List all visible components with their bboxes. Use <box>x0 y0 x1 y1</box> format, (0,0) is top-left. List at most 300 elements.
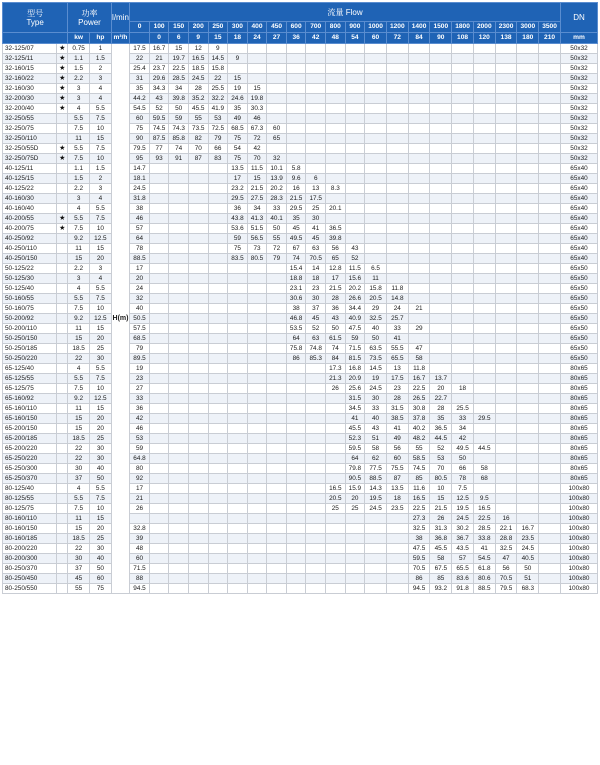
head-value <box>495 104 517 114</box>
head-value <box>208 454 228 464</box>
table-row <box>3 274 598 284</box>
head-value <box>386 534 408 544</box>
head-value <box>149 574 169 584</box>
head-value: 24.5 <box>365 504 387 514</box>
dn-cell: 80x65 <box>560 464 597 474</box>
hp-cell: 50 <box>90 474 112 484</box>
head-value: 25.6 <box>345 384 365 394</box>
table-row <box>3 484 598 494</box>
head-value: 21.5 <box>326 284 346 294</box>
head-value <box>452 274 474 284</box>
kw-cell: 37 <box>68 564 90 574</box>
head-value <box>517 144 539 154</box>
head-value: 25.7 <box>386 314 408 324</box>
head-value <box>306 114 326 124</box>
head-value <box>286 154 306 164</box>
star-mark <box>57 574 68 584</box>
head-value: 24 <box>386 304 408 314</box>
head-value: 61.8 <box>473 564 495 574</box>
head-value: 60 <box>386 454 408 464</box>
head-value: 78 <box>452 474 474 484</box>
head-value <box>495 214 517 224</box>
table-row <box>3 184 598 194</box>
head-value <box>208 274 228 284</box>
head-value <box>228 274 248 284</box>
head-value <box>452 364 474 374</box>
head-value: 55.5 <box>386 344 408 354</box>
head-value <box>208 374 228 384</box>
kw-cell: 7.5 <box>68 504 90 514</box>
head-value <box>386 134 408 144</box>
head-value: 32.5 <box>365 314 387 324</box>
head-value: 93.2 <box>430 584 452 594</box>
head-value <box>430 124 452 134</box>
header-row-1 <box>3 3 598 22</box>
head-value: 43 <box>365 424 387 434</box>
kw-cell: 15 <box>68 414 90 424</box>
hp-cell: 7.5 <box>90 374 112 384</box>
dn-cell: 65x40 <box>560 234 597 244</box>
head-value: 80.5 <box>430 474 452 484</box>
head-value <box>267 574 287 584</box>
head-value <box>473 434 495 444</box>
head-value <box>169 574 189 584</box>
table-row <box>3 344 598 354</box>
head-value <box>539 544 561 554</box>
type-cell: 65-250/370 <box>3 474 57 484</box>
type-cell: 50-250/150 <box>3 334 57 344</box>
type-cell: 65-160/150 <box>3 414 57 424</box>
head-value: 34 <box>169 84 189 94</box>
head-value: 15 <box>247 84 267 94</box>
head-value <box>473 364 495 374</box>
star-mark <box>57 264 68 274</box>
head-value: 60 <box>130 554 150 564</box>
head-value <box>452 334 474 344</box>
dn-cell: 65x40 <box>560 254 597 264</box>
head-value <box>473 144 495 154</box>
head-value <box>306 474 326 484</box>
head-value: 9 <box>228 54 248 64</box>
head-value <box>326 524 346 534</box>
head-value: 59 <box>169 114 189 124</box>
hp-cell: 15 <box>90 244 112 254</box>
head-value <box>539 104 561 114</box>
head-value <box>386 234 408 244</box>
head-value <box>539 524 561 534</box>
head-value <box>228 304 248 314</box>
head-value <box>326 544 346 554</box>
dn-cell: 100x80 <box>560 484 597 494</box>
type-cell: 65-160/110 <box>3 404 57 414</box>
head-value: 53.5 <box>286 324 306 334</box>
head-value <box>208 284 228 294</box>
head-value <box>267 294 287 304</box>
head-value: 12.5 <box>452 494 474 504</box>
lmin-value: 150 <box>169 22 189 33</box>
head-value <box>306 54 326 64</box>
pump-performance-table <box>2 2 598 594</box>
table-row <box>3 264 598 274</box>
head-value: 46 <box>247 114 267 124</box>
head-value: 24.5 <box>452 514 474 524</box>
head-value: 53 <box>430 454 452 464</box>
head-value: 37.8 <box>408 414 430 424</box>
head-value: 16.7 <box>408 374 430 384</box>
head-value <box>408 174 430 184</box>
lmin-value: 2300 <box>495 22 517 33</box>
table-row <box>3 514 598 524</box>
star-mark <box>57 414 68 424</box>
head-value <box>286 524 306 534</box>
head-value <box>430 344 452 354</box>
head-value: 40 <box>365 414 387 424</box>
head-value <box>473 344 495 354</box>
head-value <box>452 354 474 364</box>
head-value <box>326 474 346 484</box>
head-value <box>326 194 346 204</box>
head-value <box>326 574 346 584</box>
head-value <box>306 374 326 384</box>
head-value: 30.6 <box>286 294 306 304</box>
head-value: 16.7 <box>149 44 169 54</box>
head-value <box>408 244 430 254</box>
head-value <box>430 284 452 294</box>
head-value: 80.6 <box>473 574 495 584</box>
head-value <box>539 444 561 454</box>
head-value: 73 <box>247 244 267 254</box>
head-value <box>495 244 517 254</box>
head-value <box>408 144 430 154</box>
dn-cell: 65x50 <box>560 304 597 314</box>
head-value: 24.5 <box>517 544 539 554</box>
head-value <box>517 244 539 254</box>
head-value <box>430 214 452 224</box>
head-value: 17.3 <box>326 364 346 374</box>
head-value: 31.5 <box>345 394 365 404</box>
head-value: 73.5 <box>188 124 208 134</box>
head-value: 35 <box>130 84 150 94</box>
head-value <box>495 274 517 284</box>
head-value <box>365 64 387 74</box>
head-value <box>247 54 267 64</box>
head-value <box>430 164 452 174</box>
head-value <box>306 514 326 524</box>
head-value <box>539 264 561 274</box>
head-value <box>247 544 267 554</box>
head-value <box>495 474 517 484</box>
head-value <box>386 184 408 194</box>
head-value: 23.2 <box>228 184 248 194</box>
head-value <box>188 584 208 594</box>
head-value: 14.5 <box>208 54 228 64</box>
head-value <box>345 174 365 184</box>
head-value <box>149 324 169 334</box>
head-value <box>149 344 169 354</box>
head-value: 74.5 <box>149 124 169 134</box>
head-value: 13 <box>306 184 326 194</box>
head-value: 54.5 <box>473 554 495 564</box>
table-row <box>3 144 598 154</box>
head-value <box>517 214 539 224</box>
head-value: 56.5 <box>247 234 267 244</box>
head-value <box>539 564 561 574</box>
kw-cell: 9.2 <box>68 234 90 244</box>
head-value: 9.5 <box>473 494 495 504</box>
head-value: 31.5 <box>386 404 408 414</box>
head-value: 61.5 <box>326 334 346 344</box>
dn-cell: 65x50 <box>560 324 597 334</box>
head-value <box>228 384 248 394</box>
head-value <box>473 274 495 284</box>
head-value <box>149 224 169 234</box>
head-value <box>539 414 561 424</box>
head-value <box>247 354 267 364</box>
head-value <box>306 464 326 474</box>
head-value <box>517 514 539 524</box>
head-value <box>286 474 306 484</box>
star-mark <box>57 384 68 394</box>
hp-cell: 1.5 <box>90 164 112 174</box>
head-value <box>430 104 452 114</box>
head-value <box>345 564 365 574</box>
head-value: 70.5 <box>495 574 517 584</box>
head-value <box>169 414 189 424</box>
head-value: 7.5 <box>452 484 474 494</box>
hp-cell: 7.5 <box>90 114 112 124</box>
head-value <box>517 424 539 434</box>
kw-cell: 11 <box>68 514 90 524</box>
head-value <box>169 334 189 344</box>
head-value: 8.3 <box>326 184 346 194</box>
head-value <box>208 394 228 404</box>
head-value <box>286 384 306 394</box>
head-value <box>430 204 452 214</box>
head-value: 32.5 <box>408 524 430 534</box>
head-value <box>539 144 561 154</box>
type-cell: 32-250/55D <box>3 144 57 154</box>
head-value <box>169 254 189 264</box>
head-value <box>345 514 365 524</box>
head-value <box>517 444 539 454</box>
head-value <box>188 554 208 564</box>
m3h-value: 180 <box>517 33 539 44</box>
head-value: 30.2 <box>452 524 474 534</box>
head-value <box>386 114 408 124</box>
star-mark <box>57 114 68 124</box>
head-value <box>169 554 189 564</box>
head-value <box>247 264 267 274</box>
head-value <box>208 184 228 194</box>
head-value: 26 <box>326 384 346 394</box>
head-value <box>473 394 495 404</box>
head-value: 37 <box>306 304 326 314</box>
hp-cell: 20 <box>90 254 112 264</box>
head-value: 71.5 <box>345 344 365 354</box>
lmin-header: l/min <box>111 3 129 33</box>
head-value <box>495 54 517 64</box>
head-value: 36.8 <box>430 534 452 544</box>
dn-cell: 65x40 <box>560 164 597 174</box>
m3h-value: 60 <box>365 33 387 44</box>
head-value <box>473 334 495 344</box>
head-value <box>149 444 169 454</box>
head-value: 42 <box>452 434 474 444</box>
head-value: 79 <box>267 254 287 264</box>
head-value <box>495 224 517 234</box>
head-value: 20.2 <box>345 284 365 294</box>
head-value: 16 <box>495 514 517 524</box>
kw-cell: 1.5 <box>68 64 90 74</box>
head-value <box>452 134 474 144</box>
head-value: 20.9 <box>345 374 365 384</box>
head-value <box>517 74 539 84</box>
head-value <box>267 404 287 414</box>
lmin-value: 450 <box>267 22 287 33</box>
head-value <box>539 84 561 94</box>
head-value <box>149 254 169 264</box>
lmin-value: 1400 <box>408 22 430 33</box>
head-value <box>306 574 326 584</box>
table-row <box>3 224 598 234</box>
head-value <box>267 364 287 374</box>
kw-cell: 4 <box>68 204 90 214</box>
star-mark: ★ <box>57 224 68 234</box>
head-value: 21.5 <box>430 504 452 514</box>
head-value <box>326 534 346 544</box>
head-value: 74.3 <box>169 124 189 134</box>
head-value <box>365 524 387 534</box>
head-value <box>169 294 189 304</box>
hp-cell: 7.5 <box>90 214 112 224</box>
head-value: 44.2 <box>130 94 150 104</box>
type-cell: 50-200/110 <box>3 324 57 334</box>
head-value: 58 <box>430 554 452 564</box>
head-value <box>452 144 474 154</box>
hp-cell: 15 <box>90 404 112 414</box>
head-value <box>149 504 169 514</box>
head-value <box>345 64 365 74</box>
head-value: 22 <box>208 74 228 84</box>
dn-cell: 50x32 <box>560 104 597 114</box>
head-value <box>386 274 408 284</box>
head-value <box>495 424 517 434</box>
table-row <box>3 374 598 384</box>
head-value: 50 <box>169 104 189 114</box>
head-value: 24.6 <box>228 94 248 104</box>
kw-cell: 1.1 <box>68 54 90 64</box>
kw-cell: 37 <box>68 474 90 484</box>
head-value <box>539 554 561 564</box>
head-value <box>188 574 208 584</box>
head-value: 92 <box>130 474 150 484</box>
head-value <box>188 474 208 484</box>
head-value <box>228 554 248 564</box>
table-row <box>3 414 598 424</box>
lmin-value: 300 <box>228 22 248 33</box>
head-value <box>473 314 495 324</box>
hp-cell: 20 <box>90 414 112 424</box>
head-value <box>473 114 495 124</box>
star-mark: ★ <box>57 74 68 84</box>
kw-cell: 18.5 <box>68 434 90 444</box>
dn-cell: 80x65 <box>560 374 597 384</box>
head-value <box>345 184 365 194</box>
head-value <box>149 244 169 254</box>
dn-cell: 65x40 <box>560 174 597 184</box>
head-value <box>149 204 169 214</box>
type-cell: 50-125/40 <box>3 284 57 294</box>
head-value <box>495 354 517 364</box>
kw-cell: 2.2 <box>68 264 90 274</box>
head-value <box>286 444 306 454</box>
head-value <box>208 544 228 554</box>
head-value: 26.5 <box>408 394 430 404</box>
head-value <box>228 454 248 464</box>
type-cell: 65-250/220 <box>3 454 57 464</box>
head-value <box>247 384 267 394</box>
head-value: 18 <box>452 384 474 394</box>
head-value <box>473 154 495 164</box>
head-value <box>452 244 474 254</box>
lmin-value: 700 <box>306 22 326 33</box>
head-value <box>208 304 228 314</box>
hp-cell: 7.5 <box>90 144 112 154</box>
head-value: 17 <box>326 274 346 284</box>
head-value <box>539 274 561 284</box>
head-value <box>517 94 539 104</box>
head-value: 28.3 <box>267 194 287 204</box>
dn-cell: 65x40 <box>560 244 597 254</box>
head-value <box>149 164 169 174</box>
head-value <box>495 74 517 84</box>
head-value <box>267 354 287 364</box>
head-value: 6 <box>306 174 326 184</box>
head-value <box>228 474 248 484</box>
head-value <box>149 294 169 304</box>
head-value <box>495 294 517 304</box>
head-value <box>228 374 248 384</box>
table-row <box>3 94 598 104</box>
head-value <box>452 194 474 204</box>
head-value: 50 <box>267 224 287 234</box>
head-value <box>267 44 287 54</box>
head-value: 9.6 <box>286 174 306 184</box>
dn-cell: 80x65 <box>560 414 597 424</box>
head-value <box>169 184 189 194</box>
head-value: 40.9 <box>345 314 365 324</box>
kw-cell: 22 <box>68 444 90 454</box>
hp-cell: 1.5 <box>90 54 112 64</box>
head-value: 47 <box>495 554 517 564</box>
table-row <box>3 384 598 394</box>
type-cell: 65-250/300 <box>3 464 57 474</box>
head-value <box>188 224 208 234</box>
head-value <box>306 124 326 134</box>
head-value: 45.5 <box>430 544 452 554</box>
head-value: 53 <box>130 434 150 444</box>
head-value <box>228 564 248 574</box>
head-value <box>495 484 517 494</box>
head-value <box>473 164 495 174</box>
head-value <box>208 164 228 174</box>
head-value <box>228 484 248 494</box>
head-value <box>267 444 287 454</box>
head-value <box>326 154 346 164</box>
head-value <box>345 164 365 174</box>
head-value: 54 <box>228 144 248 154</box>
head-value <box>452 254 474 264</box>
